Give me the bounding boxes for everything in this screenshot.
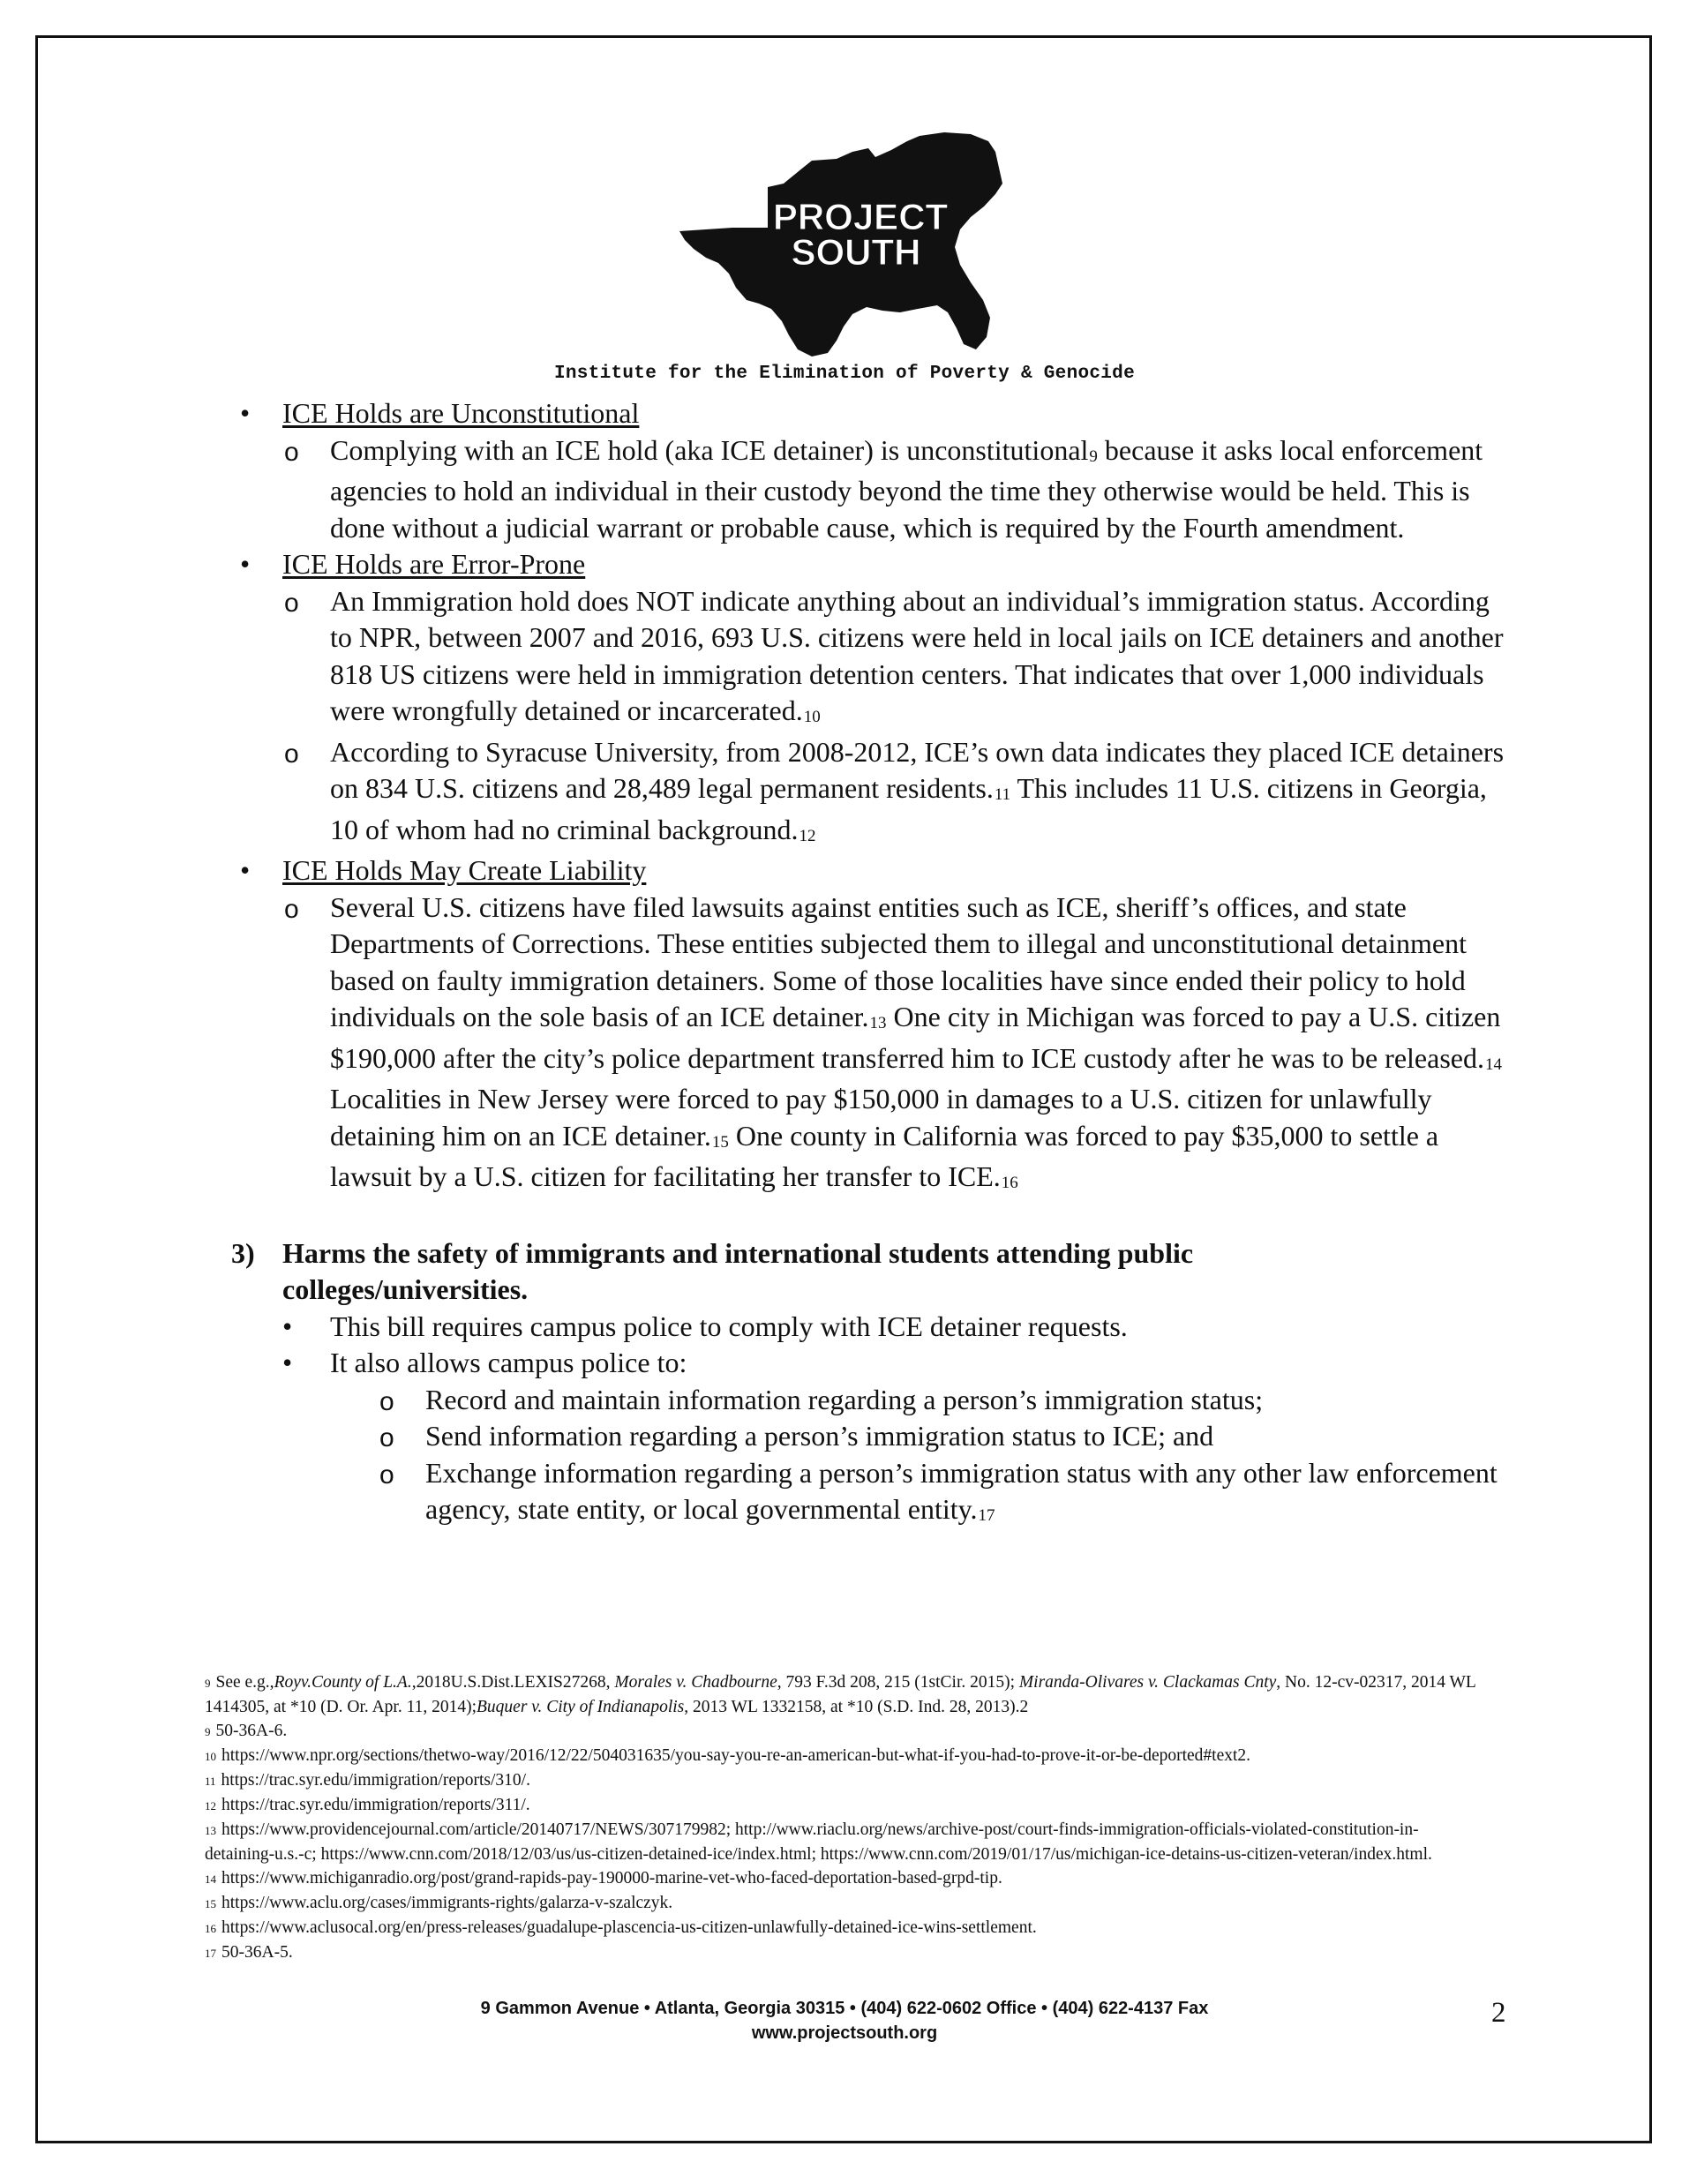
text-run: Several U.S. citizens have filed lawsuits against entities such as ICE, sheriff’s offices, and state Departments of Corrections. These entities subjected them to illegal and unconstitutional detainment based on faulty immigration detainers. Some of those localities have since ended their policy to hold individuals on the sole basis of an ICE detainer. [330, 890, 1467, 1032]
circle-bullet-icon: o [379, 1423, 394, 1452]
bullet-dot-icon: • [240, 397, 251, 429]
page-footer [0, 1996, 1689, 2045]
circle-bullet-icon: o [379, 1460, 394, 1490]
circle-bullet-icon: o [284, 739, 299, 769]
section-3-sub-3 [379, 1455, 1511, 1533]
bullet-unconstitutional [240, 395, 1689, 432]
bullet-dot-icon: • [282, 1310, 293, 1342]
circle-bullet-icon: o [379, 1386, 394, 1416]
footnote-ref: 12 [799, 826, 816, 845]
text-run: Complying with an ICE hold (aka ICE detainer) is unconstitutional [330, 433, 1089, 466]
paragraph-error-prone-1 [284, 583, 1504, 734]
circle-bullet-icon: o [284, 588, 299, 618]
text-run: because it asks local enforcement agencies to hold an individual in their custody beyond the time they otherwise would be held. This is done without a judicial warrant or probable cause, which is required by the Fourth amendment. [330, 433, 1483, 544]
heading-error-prone: ICE Holds are Error-Prone [282, 548, 586, 580]
case-name: Miranda-Olivares v. Clackamas Cnty [1018, 1673, 1277, 1692]
footnote-12 [205, 1793, 1484, 1818]
case-name: Morales v. Chadbourne [614, 1673, 777, 1692]
footer-website[interactable]: www.projectsouth.org [751, 2023, 938, 2043]
case-name: Buquer v. City of Indianapolis [477, 1698, 685, 1716]
footnote-number: 15 [205, 1897, 216, 1910]
footnotes [205, 1670, 1484, 1965]
page-number: 2 [1491, 1997, 1506, 2029]
logo-text-project: PROJECT [772, 196, 949, 237]
footnote-link[interactable]: https://www.aclu.org/cases/immigrants-rights/galarza-v-szalczyk. [221, 1894, 673, 1912]
circle-bullet-icon: o [284, 437, 299, 467]
text-run: , No. 12-cv-02317, 2014 WL 1414305, at *10 (D. Or. Apr. 11, 2014); [205, 1673, 1476, 1716]
paragraph-unconstitutional [284, 432, 1504, 547]
text-run: See e.g., [215, 1673, 274, 1692]
text-run: This bill requires campus police to comply with ICE detainer requests. [330, 1310, 1128, 1342]
text-run: According to Syracuse University, from 2008-2012, ICE’s own data indicates they placed ICE detainers on 834 U.S. citizens and 28,489 legal permanent residents. [330, 735, 1505, 804]
section-3-bullet-2 [282, 1345, 1689, 1382]
footnote-link[interactable]: https://www.providencejournal.com/article/20140717/NEWS/307179982; http://www.riaclu.org/news/archive-post/court-finds-immigration-officials-violated-constitution-in-detaining-u.s.-c; https://www.cnn.com/2018/12/03/us/us-citizen-detained-ice/index.html; https://www.cnn.com/2019/01/17/us/michigan-ice-detains-us-citizen-veteran/index.html. [205, 1820, 1432, 1864]
footnote-link[interactable]: https://trac.syr.edu/immigration/reports/311/. [221, 1796, 530, 1814]
footnote-10 [205, 1744, 1484, 1768]
text-run: 50-36A-6. [215, 1722, 288, 1740]
section-number: 3) [231, 1236, 255, 1269]
section-3-bullet-1 [282, 1309, 1689, 1346]
text-run: It also allows campus police to: [330, 1347, 687, 1378]
footnote-link[interactable]: https://www.aclusocal.org/en/press-releases/guadalupe-plascencia-us-citizen-unlawfully-detained-ice-wins-settlement. [221, 1918, 1037, 1937]
footnote-15 [205, 1891, 1484, 1916]
circle-bullet-icon: o [284, 894, 299, 924]
text-run: Send information regarding a person’s immigration status to ICE; and [425, 1420, 1214, 1452]
text-run: Record and maintain information regarding a person’s immigration status; [425, 1383, 1264, 1415]
heading-unconstitutional: ICE Holds are Unconstitutional [282, 397, 640, 429]
bullet-dot-icon: • [240, 854, 251, 886]
text-run: Exchange information regarding a person’s immigration status with any other law enforcement agency, state entity, or local governmental entity. [425, 1456, 1498, 1525]
bullet-liability [240, 852, 1689, 889]
footnote-number: 17 [205, 1947, 216, 1960]
footnote-16 [205, 1916, 1484, 1940]
footnote-17 [205, 1940, 1484, 1965]
section-3-title: Harms the safety of immigrants and international students attending public colleges/universities. [282, 1236, 1194, 1305]
heading-liability: ICE Holds May Create Liability [282, 854, 647, 886]
footer-address: 9 Gammon Avenue • Atlanta, Georgia 30315 • (404) 622-0602 Office • (404) 622-4137 Fax [480, 1999, 1209, 2018]
footnote-ref: 14 [1484, 1054, 1502, 1074]
footnote-number: 10 [205, 1750, 216, 1763]
footnote-ref: 16 [1001, 1174, 1018, 1192]
footnote-11 [205, 1768, 1484, 1793]
text-run: ,2018U.S.Dist.LEXIS27268, [411, 1673, 615, 1692]
text-run: An Immigration hold does NOT indicate anything about an individual’s immigration status. According to NPR, between 2007 and 2016, 693 U.S. citizens were held in local jails on ICE detainers and another 818 US citizens were held in immigration detention centers. That indicates that over 1,000 individuals were wrongfully detained or incarcerated. [330, 584, 1504, 726]
case-name: Royv.County of L.A. [274, 1673, 412, 1692]
text-run: , 2013 WL 1332158, at *10 (S.D. Ind. 28, 2013).2 [684, 1698, 1029, 1716]
footnote-link[interactable]: https://www.michiganradio.org/post/grand-rapids-pay-190000-marine-vet-who-faced-deportation-based-grpd-tip. [221, 1869, 1002, 1888]
footnote-number: 11 [205, 1775, 216, 1788]
paragraph-liability [284, 889, 1504, 1200]
paragraph-error-prone-2 [284, 734, 1505, 853]
section-3-sub-2 [379, 1418, 1511, 1455]
footnote-9 [205, 1670, 1484, 1719]
text-run: Localities in New Jersey were forced to pay $150,000 in damages to a U.S. citizen for unlawfully detaining him on an ICE detainer. [330, 1083, 1432, 1152]
footnote-ref: 13 [869, 1014, 887, 1032]
bullet-dot-icon: • [240, 548, 251, 580]
logo-text-south: SOUTH [791, 231, 921, 273]
text-run: One county in California was forced to pay $35,000 to settle a lawsuit by a U.S. citizen for facilitating her transfer to ICE. [330, 1119, 1439, 1192]
text-run: One city in Michigan was forced to pay a U.S. citizen $190,000 after the city’s police department transferred him to ICE custody after he was to be released. [330, 1001, 1501, 1074]
footnote-14 [205, 1866, 1484, 1891]
footnote-ref: 11 [994, 785, 1011, 804]
footnote-9b [205, 1719, 1484, 1744]
section-3-heading [231, 1235, 1689, 1309]
footnote-ref: 9 [1089, 447, 1098, 466]
organization-tagline: Institute for the Elimination of Poverty & Genocide [553, 364, 1135, 384]
footnote-number: 16 [205, 1922, 216, 1935]
footnote-ref: 10 [803, 708, 821, 726]
document-body [0, 395, 1689, 1533]
footnote-number: 12 [205, 1799, 216, 1812]
footnote-number: 9 [205, 1725, 211, 1738]
footnote-number: 14 [205, 1873, 216, 1886]
footnote-ref: 17 [978, 1506, 995, 1525]
bullet-dot-icon: • [282, 1347, 293, 1378]
project-south-logo [679, 132, 1015, 357]
text-run: This includes 11 U.S. citizens in Georgia, 10 of whom had no criminal background. [330, 772, 1487, 845]
footnote-number: 9 [205, 1677, 211, 1690]
footnote-link[interactable]: https://trac.syr.edu/immigration/reports/310/. [221, 1771, 530, 1790]
section-3-sub-1 [379, 1382, 1511, 1419]
bullet-error-prone [240, 546, 1689, 583]
footnote-link[interactable]: https://www.npr.org/sections/thetwo-way/2016/12/22/504031635/you-say-you-re-an-american-but-what-if-you-had-to-prove-it-or-be-deported#text2. [221, 1746, 1251, 1765]
footnote-13 [205, 1818, 1484, 1866]
footnote-number: 13 [205, 1824, 216, 1837]
footnote-ref: 15 [711, 1132, 729, 1152]
text-run: , 793 F.3d 208, 215 (1stCir. 2015); [777, 1673, 1019, 1692]
text-run: 50-36A-5. [221, 1943, 293, 1962]
